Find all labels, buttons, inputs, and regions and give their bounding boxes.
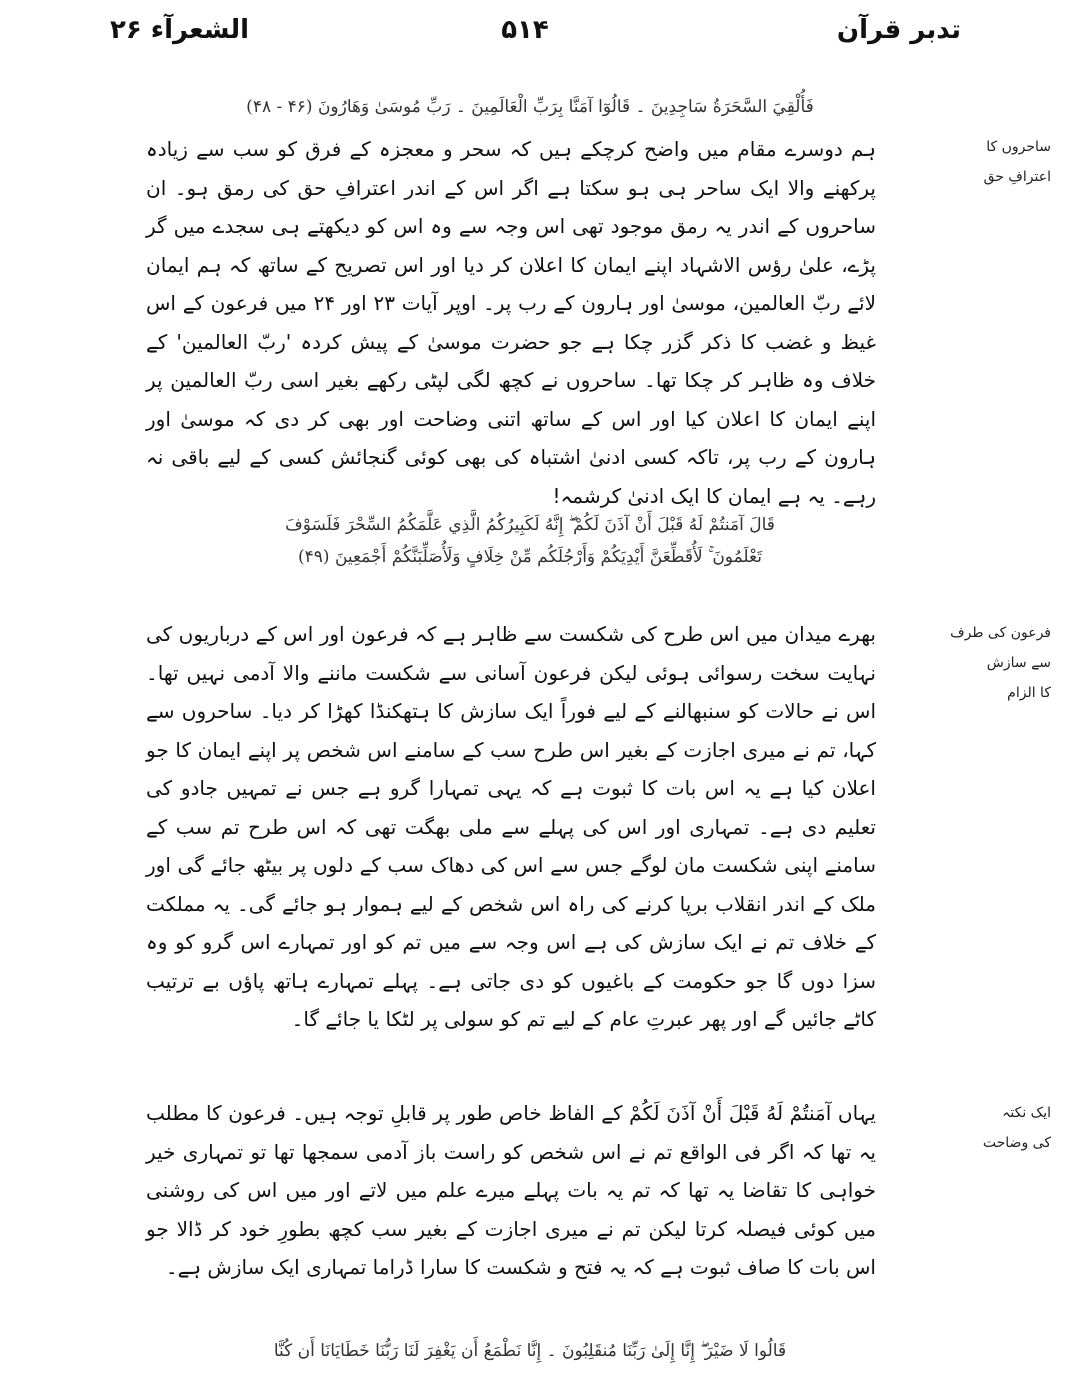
verse-block-3: قَالُوا لَا ضَيْرَ ۖ إِنَّا إِلَىٰ رَبِّنَا مُنقَلِبُونَ ۔ إِنَّا نَطْمَعُ أَن يَغْفِرَ لَنَا رَبُّنَا خَطَايَانَا أَن كُنَّا xyxy=(273,1341,787,1361)
sidenote-2-line-2: سے سازش xyxy=(986,655,1051,671)
sidenote-2 xyxy=(901,618,1051,708)
sidenote-2-line-3: کا الزام xyxy=(1007,685,1051,701)
sidenote-1 xyxy=(901,132,1051,192)
paragraph-3: یہاں آمَنتُمْ لَهُ قَبْلَ أَنْ آذَنَ لَكُمْ کے الفاظ خاص طور پر قابلِ توجہ ہیں۔ فرعون کا مطلب یہ تھا کہ اگر فی الواقع تم نے اس شخص کو راست باز آدمی سمجھا تھا تو تمہاری خیر خواہی کا تقاضا یہ تھا کہ تم یہ بات پہلے میرے علم میں لاتے اور میں اس کی روشنی میں کوئی فیصلہ کرتا لیکن تم نے میری اجازت کے بغیر سب کچھ بطورِ خود کر ڈالا جو اس بات کا صاف ثبوت ہے کہ یہ فتح و شکست کا سارا ڈراما تمہاری ایک سازش ہے۔ xyxy=(146,1101,876,1279)
sidenote-1-line-1: ساحروں کا xyxy=(986,139,1051,155)
sidenote-1-line-2: اعترافِ حق xyxy=(983,169,1051,185)
verse-block-1: فَأُلْقِيَ السَّحَرَةُ سَاجِدِينَ ۔ قَالُوٓا آمَنَّا بِرَبِّ الْعَالَمِينَ ۔ رَبِّ مُوسَىٰ وَهَارُونَ (۴۶ - ۴۸) xyxy=(246,97,814,117)
sidenote-3-line-2: کی وضاحت xyxy=(982,1135,1051,1151)
sidenote-2-line-1: فرعون کی طرف xyxy=(950,625,1051,641)
sidenote-3-line-1: ایک نکتہ xyxy=(1002,1105,1051,1121)
sidenote-3 xyxy=(901,1098,1051,1158)
surah-reference: الشعرآء ۲۶ xyxy=(110,15,249,45)
book-title: تدبر قرآن xyxy=(836,15,961,45)
verse-block-2-line-1: قَالَ آمَنتُمْ لَهُ قَبْلَ أَنْ آذَنَ لَكُمْ ۖ إِنَّهُ لَكَبِيرُكُمُ الَّذِي عَلَّمَكُمُ السِّحْرَ فَلَسَوْفَ xyxy=(285,515,775,535)
verse-block-2-line-2: تَعْلَمُونَ ۚ لَأُقَطِّعَنَّ أَيْدِيَكُمْ وَأَرْجُلَكُم مِّنْ خِلَافٍ وَلَأُصَلِّبَنَّكُمْ أَجْمَعِينَ (۴۹) xyxy=(298,547,762,567)
paragraph-1: ہم دوسرے مقام میں واضح کرچکے ہیں کہ سحر و معجزہ کے فرق کو سب سے زیادہ پرکھنے والا ایک ساحر ہی ہو سکتا ہے اگر اس کے اندر اعترافِ حق کی رمق ہو۔ ان ساحروں کے اندر یہ رمق موجود تھی اس وجہ سے وہ اس کو دیکھتے ہی سجدے میں گر پڑے، علیٰ رؤس الاشہاد اپنے ایمان کا اعلان کر دیا اور اس تصریح کے ساتھ کہ ہم ایمان لائے ربّ العالمین، موسیٰ اور ہارون کے رب پر۔ اوپر آیات ۲۳ اور ۲۴ میں فرعون کے اس غیظ و غضب کا ذکر گزر چکا ہے جو حضرت موسیٰ کے پیش کردہ 'ربّ العالمین' کے خلاف وہ ظاہر کر چکا تھا۔ ساحروں نے کچھ لگی لپٹی رکھے بغیر اسی ربّ العالمین پر اپنے ایمان کا اعلان کیا اور اس کے ساتھ اتنی وضاحت اور بھی کر دی کہ موسیٰ اور ہارون کے رب پر، تاکہ کسی ادنیٰ اشتباہ کی بھی کوئی گنجائش کسی کے لیے باقی نہ رہے۔ یہ ہے ایمان کا ایک ادنیٰ کرشمہ! xyxy=(146,137,876,508)
paragraph-2: بھرے میدان میں اس طرح کی شکست سے ظاہر ہے کہ فرعون اور اس کے درباریوں کی نہایت سخت رسوائی ہوئی لیکن فرعون آسانی سے شکست ماننے والا آدمی نہیں تھا۔ اس نے حالات کو سنبھالنے کے لیے فوراً ایک سازش کا ہتھکنڈا کھڑا کر دیا۔ ساحروں سے کہا، تم نے میری اجازت کے بغیر اس طرح سب کے سامنے اس شخص پر اپنے ایمان کا جو اعلان کیا ہے یہ اس بات کا ثبوت ہے کہ یہی تمہارا گرو ہے جس نے تمہیں جادو کی تعلیم دی ہے۔ تمہاری اور اس کی پہلے سے ملی بھگت تھی کہ اس طرح تم سب کے سامنے اپنی شکست مان لوگے جس سے اس کی دھاک سب کے دلوں پر بیٹھ جائے گی اور ملک کے اندر انقلاب برپا کرنے کی راہ اس شخص کے لیے ہموار ہو جائے گی۔ یہ مملکت کے خلاف تم نے ایک سازش کی ہے اس وجہ سے میں تم کو اور تمہارے اس گرو کو وہ سزا دوں گا جو حکومت کے باغیوں کو دی جاتی ہے۔ پہلے تمہارے ہاتھ پاؤں بے ترتیب کاٹے جائیں گے اور پھر عبرتِ عام کے لیے تم کو سولی پر لٹکا یا جائے گا۔ xyxy=(146,622,876,1031)
page-number: ۵۱۴ xyxy=(501,15,549,45)
